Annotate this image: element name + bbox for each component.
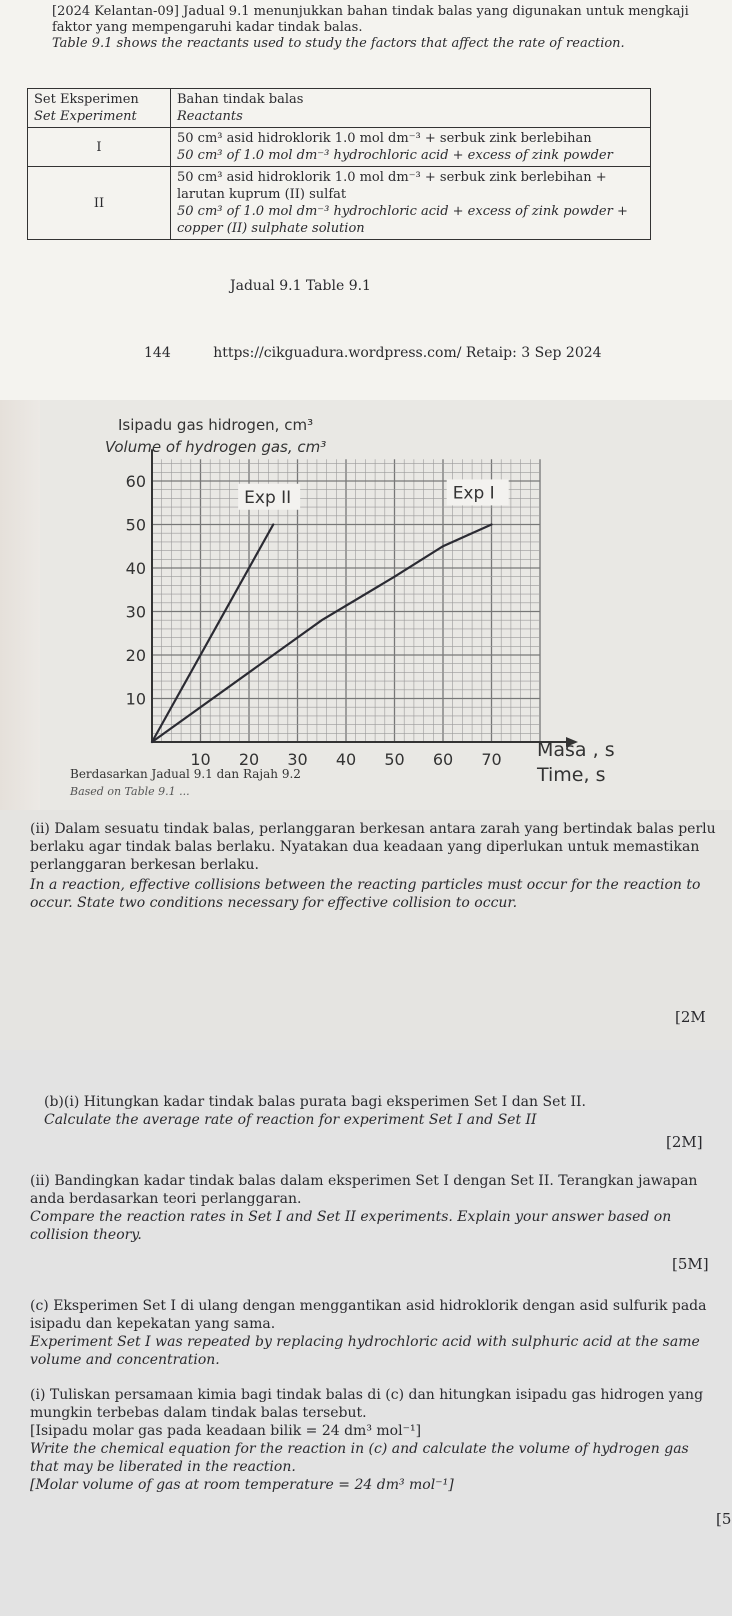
figure-caption-ms: Berdasarkan Jadual 9.1 dan Rajah 9.2 [70, 767, 301, 781]
x-tick-label: 30 [287, 750, 308, 769]
page-footer [144, 345, 640, 361]
question-a-ii-ms: (ii) Dalam sesuatu tindak balas, perlanggaran berkesan antara zarah yang bertindak balas perlu berlaku agar tindak balas berlaku. Nyatakan dua keadaan yang diperlukan untuk memastikan perlanggaran berkesan berlaku. [30, 821, 716, 873]
x-axis-label-ms: Masa , s [537, 739, 615, 761]
x-tick-label: 20 [238, 750, 260, 769]
set-label: II [28, 167, 171, 240]
question-c-en: Experiment Set I was repeated by replacing hydrochloric acid with sulphuric acid at the same volume and concentration. [30, 1334, 700, 1368]
header-react-ms: Bahan tindak balas [177, 92, 304, 107]
graph-axes [152, 449, 578, 747]
y-tick-label: 30 [125, 602, 146, 622]
x-tick-label: 70 [481, 750, 502, 769]
marks-c-i: [5 [716, 1510, 732, 1528]
y-tick-label: 60 [125, 472, 146, 491]
x-tick-label: 50 [384, 750, 405, 769]
question-c-i-ms: (i) Tuliskan persamaan kimia bagi tindak balas di (c) dan hitungkan isipadu gas hidrogen yang mungkin terbebas dalam tindak balas tersebut. [30, 1387, 704, 1421]
header-reactants [171, 89, 651, 128]
reactant-en: 50 cm³ of 1.0 mol dm⁻³ hydrochloric acid + excess of zink powder + copper (II) sulphate solution [177, 204, 628, 236]
question-b-i-ms: (b)(i) Hitungkan kadar tindak balas purata bagi eksperimen Set I dan Set II. [44, 1094, 586, 1110]
marks-b-i: [2M] [666, 1133, 703, 1151]
table-header-row [28, 89, 651, 128]
header-react-en: Reactants [177, 109, 243, 124]
series-label: Exp I [452, 483, 495, 504]
question-b-i-en: Calculate the average rate of reaction for experiment Set I and Set II [44, 1112, 537, 1128]
x-tick-label: 60 [432, 750, 454, 769]
graph-section [0, 400, 732, 810]
series-label: Exp II [244, 487, 292, 508]
series-line [152, 525, 492, 743]
header-set-ms: Set Eksperimen [34, 92, 139, 107]
source-url: https://cikguadura.wordpress.com/ Retaip: 3 Sep 2024 [213, 345, 602, 361]
reactant-cell [171, 167, 651, 240]
reactant-en: 50 cm³ of 1.0 mol dm⁻³ hydrochloric acid + excess of zink powder [177, 148, 613, 163]
y-tick-label: 40 [125, 559, 146, 578]
marks-a-ii: [2M [675, 1008, 706, 1026]
page-number: 144 [144, 345, 171, 361]
y-tick-label: 50 [125, 515, 146, 535]
table-row [28, 167, 651, 240]
intro-text [52, 4, 702, 52]
intro-ms: [2024 Kelantan-09] Jadual 9.1 menunjukkan bahan tindak balas yang digunakan untuk mengkaji faktor yang mempengaruhi kadar tindak balas. [52, 4, 689, 35]
header-set [28, 89, 171, 128]
question-c [30, 1297, 720, 1369]
question-a-ii [30, 820, 720, 912]
question-b-ii-en: Compare the reaction rates in Set I and Set II experiments. Explain your answer based on collision theory. [30, 1209, 672, 1243]
reactant-ms: 50 cm³ asid hidroklorik 1.0 mol dm⁻³ + serbuk zink berlebihan [177, 131, 592, 146]
marks-b-ii: [5M] [672, 1255, 709, 1273]
volume-time-graph [0, 400, 732, 810]
question-b-i [44, 1093, 714, 1129]
question-b-ii [30, 1172, 720, 1244]
y-axis-label-en: Volume of hydrogen gas, cm³ [105, 438, 327, 456]
intro-en: Table 9.1 shows the reactants used to study the factors that affect the rate of reaction. [52, 36, 625, 51]
table-caption: Jadual 9.1 Table 9.1 [230, 278, 371, 294]
y-axis-label-ms: Isipadu gas hidrogen, cm³ [118, 416, 314, 434]
x-tick-label: 10 [190, 750, 211, 769]
reactants-table [27, 88, 651, 240]
question-c-i-en-molar: [Molar volume of gas at room temperature = 24 dm³ mol⁻¹] [30, 1477, 454, 1493]
graph-series [152, 479, 509, 742]
reactant-cell [171, 128, 651, 167]
reactant-ms: 50 cm³ asid hidroklorik 1.0 mol dm⁻³ + serbuk zink berlebihan + larutan kuprum (II) sulfat [177, 170, 607, 202]
question-b-ii-ms: (ii) Bandingkan kadar tindak balas dalam eksperimen Set I dengan Set II. Terangkan jawapan anda berdasarkan teori perlanggaran. [30, 1173, 698, 1207]
table-row [28, 128, 651, 167]
x-axis-label-en: Time, s [537, 764, 606, 786]
question-c-i-ms-molar: [Isipadu molar gas pada keadaan bilik = 24 dm³ mol⁻¹] [30, 1423, 422, 1439]
set-label: I [28, 128, 171, 167]
question-a-ii-en: In a reaction, effective collisions between the reacting particles must occur for the reaction to occur. State two conditions necessary for effective collision to occur. [30, 877, 701, 911]
header-set-en: Set Experiment [34, 109, 137, 124]
figure-caption-en: Based on Table 9.1 ... [70, 785, 190, 798]
question-c-i [30, 1386, 720, 1494]
x-tick-label: 40 [335, 750, 357, 769]
series-line [152, 525, 273, 743]
y-tick-label: 10 [125, 689, 146, 709]
y-tick-label: 20 [125, 646, 146, 665]
question-c-ms: (c) Eksperimen Set I di ulang dengan menggantikan asid hidroklorik dengan asid sulfurik pada isipadu dan kepekatan yang sama. [30, 1298, 707, 1332]
question-c-i-en: Write the chemical equation for the reaction in (c) and calculate the volume of hydrogen gas that may be liberated in the reaction. [30, 1441, 689, 1475]
top-section [0, 0, 732, 400]
